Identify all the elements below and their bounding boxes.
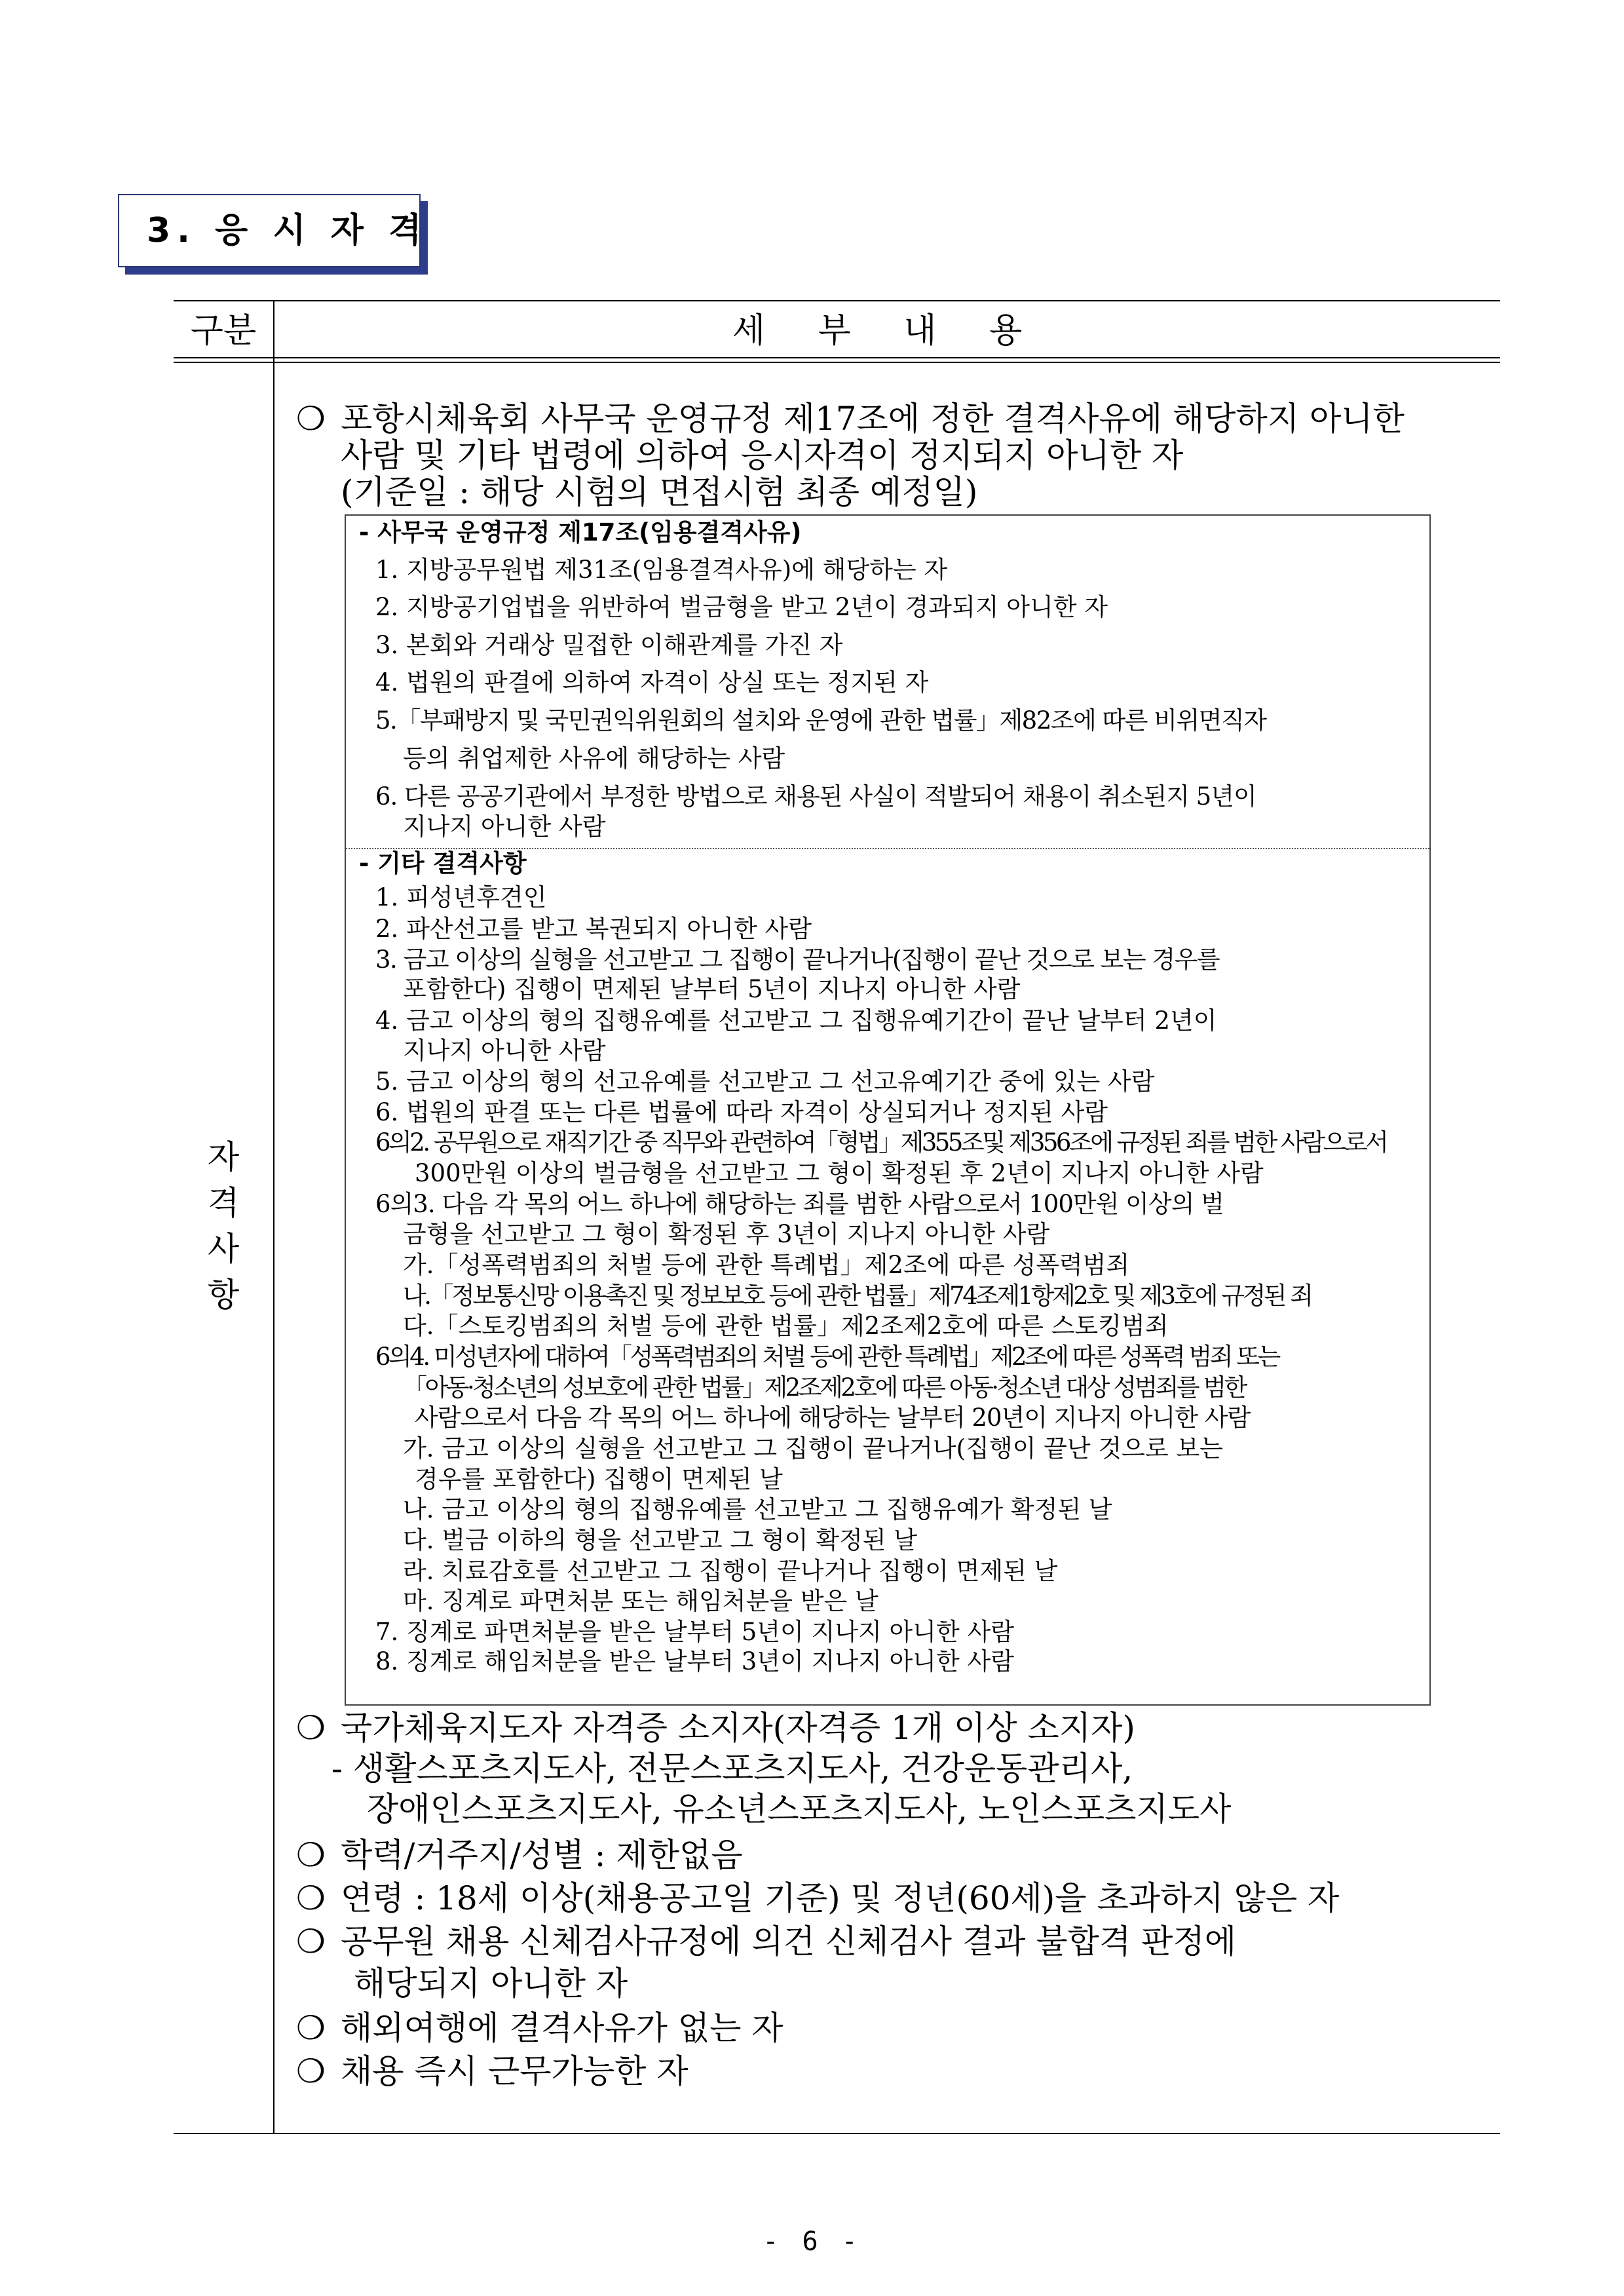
item-line: ❍ 연령 : 18세 이상(채용공고일 기준) 및 정년(60세)을 초과하지 않은 자 (296, 1879, 1340, 1917)
box2-line: 「아동·청소년의 성보호에 관한 법률」제2조제2호에 따른 아동·청소년 대상 성범죄를 범한 (403, 1373, 1245, 1402)
box2-line: 가.「성폭력범죄의 처벌 등에 관한 특례법」제2조에 따른 성폭력범죄 (403, 1251, 1130, 1279)
box2-line: 4. 금고 이상의 형의 집행유예를 선고받고 그 집행유예기간이 끝난 날부터 2년이 (375, 1006, 1217, 1035)
header-gubun: 구분 (190, 311, 257, 351)
bullet-circle-icon: ❍ (296, 1923, 326, 1961)
box1-line: 4. 법원의 판결에 의하여 자격이 상실 또는 정지된 자 (375, 668, 929, 697)
item-line: ❍ 해외여행에 결격사유가 없는 자 (296, 2009, 784, 2047)
box2-line: 8. 징계로 해임처분을 받은 날부터 3년이 지나지 아니한 사람 (375, 1647, 1014, 1675)
box2-line: 1. 피성년후견인 (375, 883, 547, 911)
box2-line: 금형을 선고받고 그 형이 확정된 후 3년이 지나지 아니한 사람 (403, 1220, 1050, 1248)
intro-line: ❍ 포항시체육회 사무국 운영규정 제17조에 정한 결격사유에 해당하지 아니한 (296, 400, 1405, 438)
box2-line: 다.「스토킹범죄의 처벌 등에 관한 법률」제2조제2호에 따른 스토킹범죄 (403, 1312, 1169, 1340)
box2-line: 6의4. 미성년자에 대하여「성폭력범죄의 처벌 등에 관한 특례법」제2조에 따른 성폭력 범죄 또는 (375, 1343, 1279, 1371)
table-bottom-rule (174, 2133, 1500, 2134)
box2-line: 마. 징계로 파면처분 또는 해임처분을 받은 날 (403, 1587, 878, 1615)
box2-line: 300만원 이상의 벌금형을 선고받고 그 형이 확정된 후 2년이 지나지 아니한 사람 (415, 1159, 1264, 1187)
box2-line: 7. 징계로 파면처분을 받은 날부터 5년이 지나지 아니한 사람 (375, 1618, 1014, 1646)
box2-line: 지나지 아니한 사람 (403, 1037, 606, 1065)
box2-line: 포함한다) 집행이 면제된 날부터 5년이 지나지 아니한 사람 (403, 975, 1021, 1003)
box2-line: 사람으로서 다음 각 목의 어느 하나에 해당하는 날부터 20년이 지나지 아니한 사람 (415, 1404, 1251, 1432)
intro-line: 사람 및 기타 법령에 의하여 응시자격이 정지되지 아니한 자 (341, 436, 1184, 474)
box2-line: 5. 금고 이상의 형의 선고유예를 선고받고 그 선고유예기간 중에 있는 사람 (375, 1067, 1155, 1096)
box2-heading: - 기타 결격사항 (359, 849, 527, 877)
box1-line: 1. 지방공무원법 제31조(임용결격사유)에 해당하는 자 (375, 556, 948, 584)
box1-line: 2. 지방공기업법을 위반하여 벌금형을 받고 2년이 경과되지 아니한 자 (375, 593, 1108, 621)
item-line: 해당되지 아니한 자 (354, 1964, 628, 2002)
side-label-char: 격 (207, 1184, 240, 1222)
table-top-rule (174, 300, 1500, 301)
box2-line: 2. 파산선고를 받고 복권되지 아니한 사람 (375, 915, 812, 943)
item-line: - 생활스포츠지도사, 전문스포츠지도사, 건강운동관리사, (331, 1750, 1133, 1788)
intro-line: (기준일 : 해당 시험의 면접시험 최종 예정일) (341, 473, 978, 511)
box2-line: 나. 금고 이상의 형의 집행유예를 선고받고 그 집행유예가 확정된 날 (403, 1495, 1112, 1523)
box1-line: 6. 다른 공공기관에서 부정한 방법으로 채용된 사실이 적발되어 채용이 취소된지 5년이 (375, 782, 1256, 811)
table-header-rule-2 (174, 362, 1500, 363)
box1-line: 5.「부패방지 및 국민권익위원회의 설치와 운영에 관한 법률」제82조에 따른 비위면직자 (375, 706, 1266, 735)
box1-line: 등의 취업제한 사유에 해당하는 사람 (403, 744, 785, 773)
box1-line: 3. 본회와 거래상 밀접한 이해관계를 가진 자 (375, 631, 843, 659)
box1-line: 지나지 아니한 사람 (403, 813, 606, 841)
side-label-char: 항 (207, 1276, 240, 1314)
item-line: ❍ 학력/거주지/성별 : 제한없음 (296, 1836, 743, 1874)
box2-line: 3. 금고 이상의 실형을 선고받고 그 집행이 끝나거나(집행이 끝난 것으로 보는 경우를 (375, 946, 1220, 974)
section-title-box (118, 194, 428, 267)
page-number: - 6 - (763, 2227, 861, 2257)
item-line: ❍ 국가체육지도자 자격증 소지자(자격증 1개 이상 소지자) (296, 1709, 1135, 1747)
bullet-circle-icon: ❍ (296, 400, 326, 438)
side-label-char: 사 (207, 1230, 240, 1268)
side-label-char: 자 (207, 1138, 240, 1176)
box2-line: 나.「정보통신망 이용촉진 및 정보보호 등에 관한 법률」제74조제1항제2호 및 제3호에 규정된 죄 (403, 1282, 1312, 1310)
bullet-circle-icon: ❍ (296, 2009, 326, 2047)
box2-line: 6의2. 공무원으로 재직기간 중 직무와 관련하여「형법」제355조및 제356조에 규정된 죄를 범한 사람으로서 (375, 1128, 1387, 1157)
box2-line: 경우를 포함한다) 집행이 면제된 날 (415, 1465, 783, 1493)
bullet-circle-icon: ❍ (296, 2052, 326, 2090)
box2-line: 가. 금고 이상의 실형을 선고받고 그 집행이 끝나거나(집행이 끝난 것으로 보는 (403, 1434, 1223, 1463)
bullet-circle-icon: ❍ (296, 1709, 326, 1747)
bullet-circle-icon: ❍ (296, 1836, 326, 1874)
item-line: ❍ 채용 즉시 근무가능한 자 (296, 2052, 689, 2090)
table-column-divider (273, 300, 274, 2133)
box2-line: 6의3. 다음 각 목의 어느 하나에 해당하는 죄를 범한 사람으로서 100만원 이상의 벌 (375, 1190, 1224, 1218)
box2-line: 6. 법원의 판결 또는 다른 법률에 따라 자격이 상실되거나 정지된 사람 (375, 1098, 1108, 1126)
section-title: 3. 응 시 자 격 (147, 211, 428, 250)
box2-line: 라. 치료감호를 선고받고 그 집행이 끝나거나 집행이 면제된 날 (403, 1557, 1058, 1585)
box1-heading: - 사무국 운영규정 제17조(임용결격사유) (359, 518, 802, 546)
bullet-circle-icon: ❍ (296, 1879, 326, 1917)
item-line: ❍ 공무원 채용 신체검사규정에 의건 신체검사 결과 불합격 판정에 (296, 1923, 1237, 1961)
header-detail: 세 부 내 용 (732, 311, 1044, 351)
item-line: 장애인스포츠지도사, 유소년스포츠지도사, 노인스포츠지도사 (367, 1790, 1232, 1828)
box2-line: 다. 벌금 이하의 형을 선고받고 그 형이 확정된 날 (403, 1526, 917, 1554)
